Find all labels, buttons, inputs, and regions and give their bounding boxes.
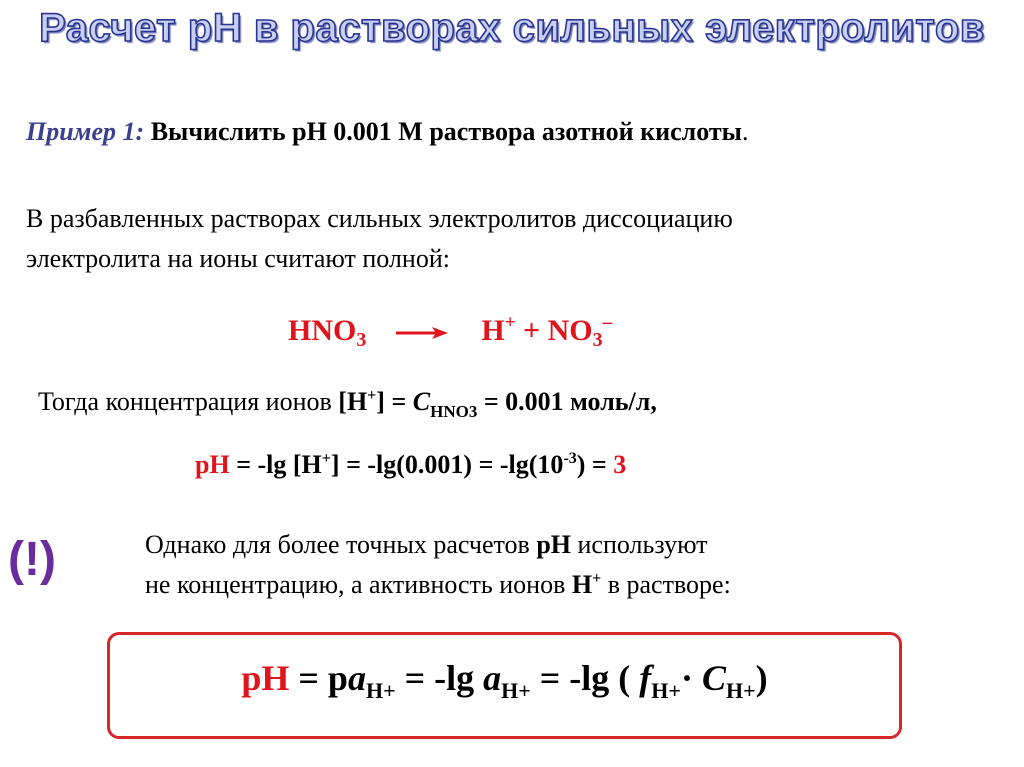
formula-sub-4: H+ <box>725 678 756 703</box>
note-line-1-pre: Однако для более точных расчетов <box>145 530 537 559</box>
note-line-1-bold: рН <box>536 530 571 559</box>
example-statement <box>26 117 748 147</box>
product-hydrogen-charge: + <box>504 312 516 333</box>
formula-sub-1: H+ <box>365 678 396 703</box>
formula-a-2: a <box>483 658 502 698</box>
formula-close: ) <box>755 658 768 698</box>
exclamation-note-icon: (!) <box>8 533 56 586</box>
note-line-1-post: используют <box>571 530 708 559</box>
note-line-2-sup: + <box>592 570 602 587</box>
example-text: Вычислить рН 0.001 М раствора азотной кислоты <box>150 117 742 146</box>
product-nitrate-subscript: 3 <box>592 329 603 351</box>
concentration-prefix: Тогда концентрация ионов <box>38 387 339 416</box>
ph-calculation <box>195 450 626 480</box>
formula-sub-2: H+ <box>501 678 531 703</box>
example-period: . <box>741 117 749 146</box>
formula-ph: pH <box>241 658 290 698</box>
concentration-c-subscript: HNO3 <box>430 402 478 421</box>
note-line-1 <box>145 530 708 560</box>
paragraph-line-1: В разбавленных растворах сильных электролитов диссоциацию <box>26 204 733 233</box>
formula-eq-2: = -lg <box>395 658 484 698</box>
dissociation-reaction <box>288 312 612 352</box>
product-hydrogen: H <box>481 314 505 347</box>
product-nitrate-charge: – <box>602 312 613 333</box>
concentration-charge: + <box>367 387 377 404</box>
note-line-2-post: в растворе: <box>601 570 731 599</box>
note-line-2-pre: не концентрацию, а активность ионов <box>145 570 572 599</box>
ph-calc-sup-1: + <box>321 450 331 467</box>
ph-calc-sup-2: -3 <box>563 450 577 467</box>
ph-calc-part-2: ] = -lg(0.001) = -lg(10 <box>330 450 564 479</box>
concentration-line <box>38 387 657 422</box>
slide-title: Расчет рН в растворах сильных электролитов <box>39 6 985 50</box>
ph-result: 3 <box>613 450 627 479</box>
formula-dot: · <box>680 658 702 698</box>
formula-sub-3: H+ <box>651 678 681 703</box>
ph-calc-part-3: ) = <box>576 450 614 479</box>
concentration-value: = 0.001 моль/л, <box>477 387 657 416</box>
formula-f: f <box>639 658 652 698</box>
formula-eq-3: = -lg ( <box>530 658 640 698</box>
ph-calc-part-1: = -lg [H <box>229 450 322 479</box>
concentration-bracket-close: ] = <box>376 387 413 416</box>
activity-formula <box>107 657 902 704</box>
reactant-subscript: 3 <box>356 329 367 351</box>
concentration-bracket-open: [H <box>338 387 368 416</box>
reactant-formula: HNO <box>288 314 357 347</box>
reaction-plus: + <box>515 314 548 347</box>
ph-symbol: pH <box>195 450 230 479</box>
paragraph-line-2: электролита на ионы считают полной: <box>26 244 450 273</box>
reaction-arrow-icon <box>396 325 448 341</box>
product-nitrate: NO <box>547 314 593 347</box>
note-line-2 <box>145 570 731 600</box>
formula-a-1: a <box>347 658 366 698</box>
formula-c: C <box>701 658 726 698</box>
formula-eq-1: = p <box>289 658 348 698</box>
concentration-c: C <box>412 387 431 416</box>
note-line-2-bold: Н <box>571 570 593 599</box>
example-label: Пример 1: <box>26 117 145 146</box>
